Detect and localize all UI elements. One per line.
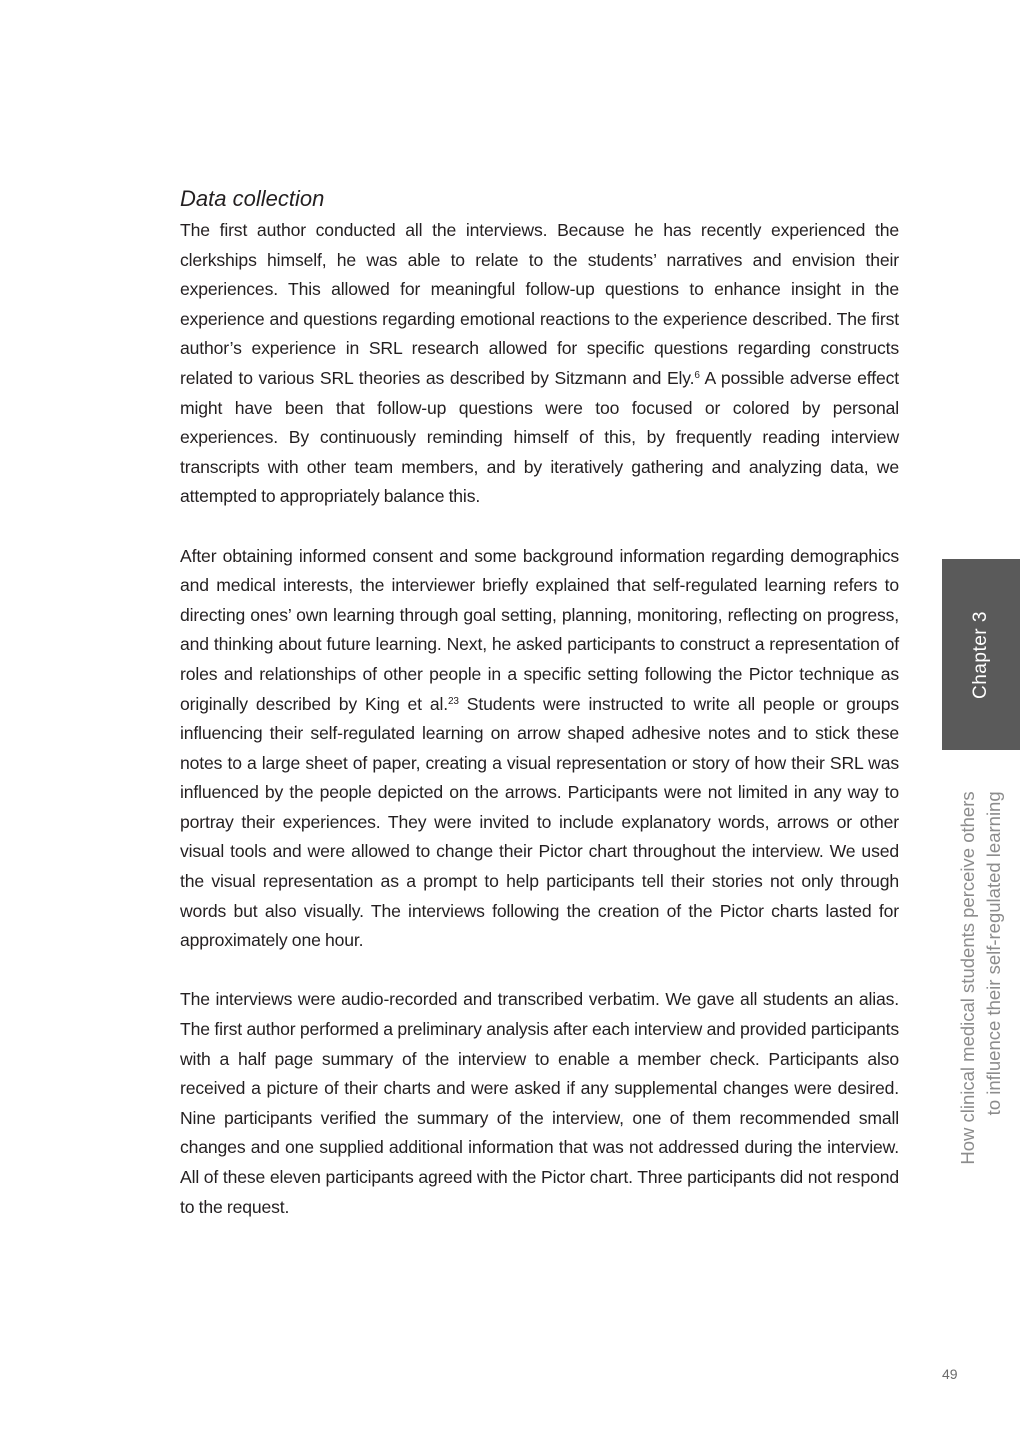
running-title-line-1: How clinical medical students perceive others [957,791,978,1165]
paragraph-text: The interviews were audio-recorded and transcribed verbatim. We gave all students an alias. The first author performed a preliminary analysis after each interview and provided participants with a half page summary of the interview to enable a member check. Participants also received a picture of their charts and were asked if any supplemental changes were desired. Nine participants verified the summary of the interview, one of them recommended small changes and one supplied additional information that was not addressed during the interview. All of these eleven participants agreed with the Pictor chart. Three participants did not respond to the request. [180,989,899,1217]
paragraph-3 [180,985,899,1222]
chapter-label: Chapter 3 [970,610,991,699]
paragraph-text: After obtaining informed consent and some background information regarding demographics and medical interests, the interviewer briefly explained that self-regulated learning refers to directing ones’ own learning through goal setting, planning, monitoring, reflecting on progress, and thinking about future learning. Next, he asked participants to construct a representation of roles and relationships of other people in a specific setting following the Pictor technique as originally described by King et al. [180,545,899,714]
section-heading: Data collection [180,186,325,211]
main-content [180,184,899,1252]
page-number: 49 [942,1366,958,1382]
paragraph-text: A possible adverse effect might have been that follow-up questions were too focused or colored by personal experiences. By continuously reminding himself of this, by frequently reading interview transcripts with other team members, and by iteratively gathering and analyzing data, we attempted to appropriately balance this. [180,367,899,507]
paragraph-2 [180,542,899,956]
citation-superscript: 23 [448,695,459,707]
paragraph-text: Students were instructed to write all people or groups influencing their self-regulated learning on arrow shaped adhesive notes and to stick these notes to a large sheet of paper, creating a visual representation or story of how their SRL was influenced by the people depicted on the arrows. Participants were not limited in any way to portray their experiences. They were invited to include explanatory words, arrows or other visual tools and were allowed to change their Pictor chart throughout the interview. We used the visual representation as a prompt to help participants tell their stories not only through words but also visually. The interviews following the creation of the Pictor charts lasted for approximately one hour. [180,693,899,951]
running-title-line-2: to influence their self-regulated learning [983,791,1004,1116]
citation-superscript: 6 [694,369,700,381]
paragraph-1 [180,216,899,512]
chapter-tab [942,559,1020,750]
paragraph-text: The first author conducted all the interviews. Because he has recently experienced the clerkships himself, he was able to relate to the students’ narratives and envision their experiences. This allowed for meaningful follow-up questions to enhance insight in the experience and questions regarding emotional reactions to the experience described. The first author’s experience in SRL research allowed for specific questions regarding constructs related to various SRL theories as described by Sitzmann and Ely. [180,220,899,388]
running-title [955,791,1007,1164]
